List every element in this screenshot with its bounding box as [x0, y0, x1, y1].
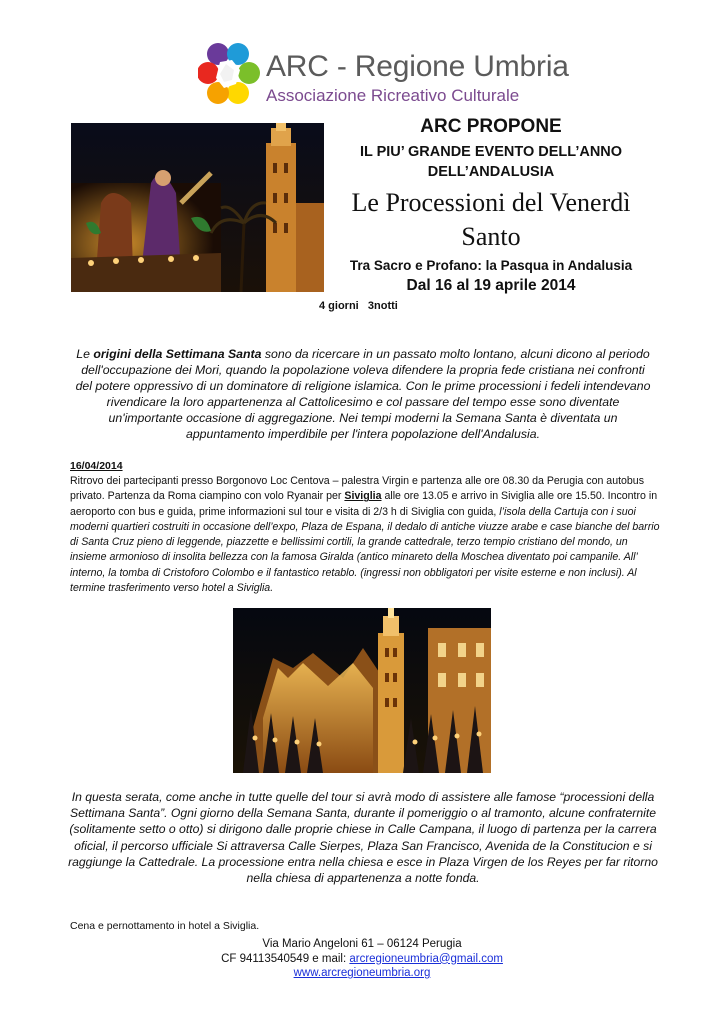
procession-photo: [71, 123, 324, 292]
event-dates: Dal 16 al 19 aprile 2014: [406, 277, 576, 294]
logo: [198, 40, 569, 112]
event-tagline: Tra Sacro e Profano: la Pasqua in Andalusia: [349, 258, 633, 273]
city-link: Siviglia: [344, 490, 382, 503]
evening-paragraph: In questa serata, come anche in tutte quelle del tour si avrà modo di assistere alle famose “processioni della Settimana Santa”. Ogni giorno della Semana Santa, durante il pomeriggio o al tramonto, alcune confraternite (solitamente setto o otto) si dirigono dalle proprie chiese in Calle Campana, il luogo di partenza per la carrera oficial, il percorso ufficiale Si attraversa Calle Sierpes, Plaza San Francisco, Avenida de la Constitucion e si raggiunge la Cattedrale. La processione entra nella chiesa e esce in Plaza Virgen de los Reyes per far ritorno nella chiesa di appartenenza a notte fonda.: [68, 790, 658, 886]
dinner-note: Cena e pernottamento in hotel a Siviglia.: [70, 920, 260, 932]
event-title: Le Processioni del Venerdì Santo: [351, 188, 631, 251]
logo-subtitle: Associazione Ricreativo Culturale: [266, 86, 520, 105]
flower-logo-icon: [198, 40, 260, 110]
footer-contacts: CF 94113540549 e mail: arcregioneumbria@gmail.com: [221, 952, 503, 965]
email-link[interactable]: arcregioneumbria@gmail.com: [349, 952, 503, 965]
trip-duration: 4 giorni 3notti: [319, 300, 398, 312]
cathedral-night-photo: [233, 608, 491, 773]
day-description: Ritrovo dei partecipanti presso Borgonovo Loc Centova – palestra Virgin e partenza alle ore 08.30 da Perugia con autobus privato. Partenza da Roma ciampino con volo Ryanair per Siviglia alle ore 13.05 e arrivo in Siviglia alle ore 15.50. Incontro in aeroporto con bus e guida, prime informazioni sul tour e visita di 2/3 h di Siviglia con guida, l’isola della Cartuja con i suoi moderni quartieri costruiti in occasione dell’expo, Plaza de Espana, il dedalo di antiche viuzze arabe e case bianche del barrio di Santa Cruz pieno di leggende, piazzette e bellissimi cortili, la grande cattedrale, terzo tempio cristiano del mondo, un insieme armonioso di insolita bellezza con la famosa Giralda (antico minareto della Moschea diventato poi campanile. All’ interno, la tomba di Cristoforo Colombo e il fantastico retablo. (ingressi non obbligatori per visite esterne e non inclusi). Al termine trasferimento verso hotel a Siviglia.: [70, 475, 660, 595]
intro-bold: origini della Settimana Santa: [93, 347, 262, 361]
headline: ARC PROPONE: [420, 116, 562, 137]
intro-paragraph: Le origini della Settimana Santa sono da ricercare in un passato molto lontano, alcuni dicono al periodo dell'occupazione dei Mori, quando la popolazione voleva difendere la propria fede cristiana nei confronti del potere oppressivo di un dominatore di religione islamica. Con le prime processioni i fedeli intendevano rivendicare la loro appartenenza al Cattolicesimo e col passare del tempo esse sono diventate un'importante occasione di aggregazione. Nei tempi moderni la Semana Santa è diventata un appuntamento imperdibile per l'intera popolazione dell'Andalusia.: [75, 347, 651, 441]
footer: [180, 937, 544, 981]
footer-address: Via Mario Angeloni 61 – 06124 Perugia: [262, 938, 462, 950]
title-block: [327, 114, 655, 295]
day-date: 16/04/2014: [70, 460, 123, 472]
logo-title: ARC - Regione Umbria: [266, 50, 569, 83]
event-subtitle: IL PIU’ GRANDE EVENTO DELL’ANNO DELL’ANDALUSIA: [359, 144, 623, 180]
website-link[interactable]: www.arcregioneumbria.org: [293, 967, 431, 980]
